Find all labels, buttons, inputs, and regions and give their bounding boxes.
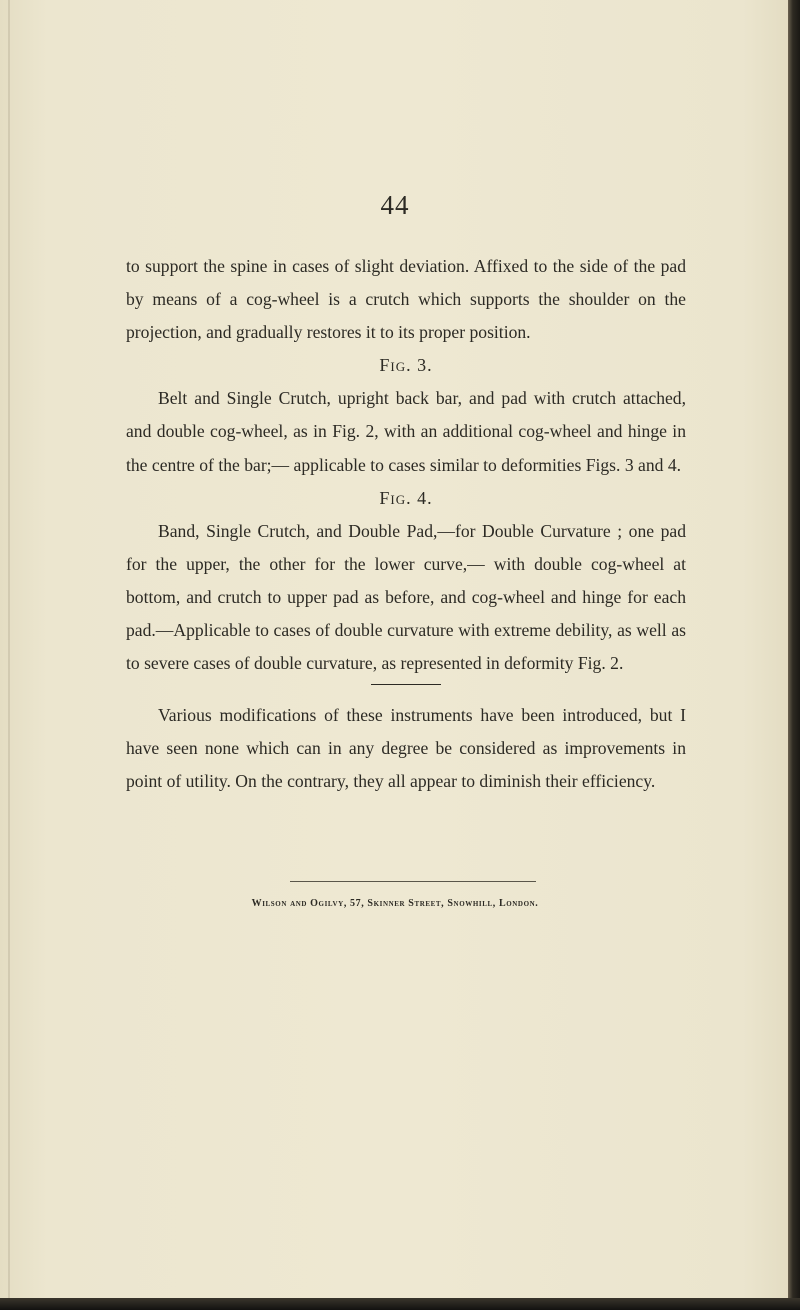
page-number: 44 bbox=[380, 190, 410, 220]
paragraph-fig-4: Band, Single Crutch, and Double Pad,—for Double Curvature ; one pad for the upper, the other for the lower curve,— with double cog-wheel at bottom, and crutch to upper pad as before, and cog-wheel and hinge for each pad.—Applicable to cases of double curvature with extreme debility, as well as to severe cases of double curvature, as represented in deformity Fig. 2. bbox=[126, 520, 686, 674]
section-divider bbox=[371, 684, 441, 685]
paragraph-closing: Various modifications of these instruments have been introduced, but I have seen none which can in any degree be considered as improvements in point of utility. On the contrary, they all appear to diminish their efficiency. bbox=[126, 705, 686, 792]
printer-imprint: Wilson and Ogilvy, 57, Skinner Street, Snowhill, London. bbox=[251, 898, 539, 909]
fig-4-heading: Fig. 4. bbox=[379, 487, 433, 508]
paragraph-continuation: to support the spine in cases of slight deviation. Affixed to the side of the pad by means of a cog-wheel is a crutch which supports the shoulder on the projection, and gradually restores it to its proper position. bbox=[126, 256, 686, 343]
binding-shadow bbox=[788, 0, 800, 1310]
printer-rule bbox=[290, 881, 536, 882]
fig-3-heading: Fig. 3. bbox=[379, 355, 433, 376]
bottom-edge-shadow bbox=[0, 1298, 800, 1310]
paragraph-fig-3: Belt and Single Crutch, upright back bar, and pad with crutch attached, and double cog-wheel, as in Fig. 2, with an additional cog-wheel and hinge in the centre of the bar;— applicable to cases similar to deformities Figs. 3 and 4. bbox=[126, 388, 686, 475]
body-text bbox=[126, 250, 686, 799]
